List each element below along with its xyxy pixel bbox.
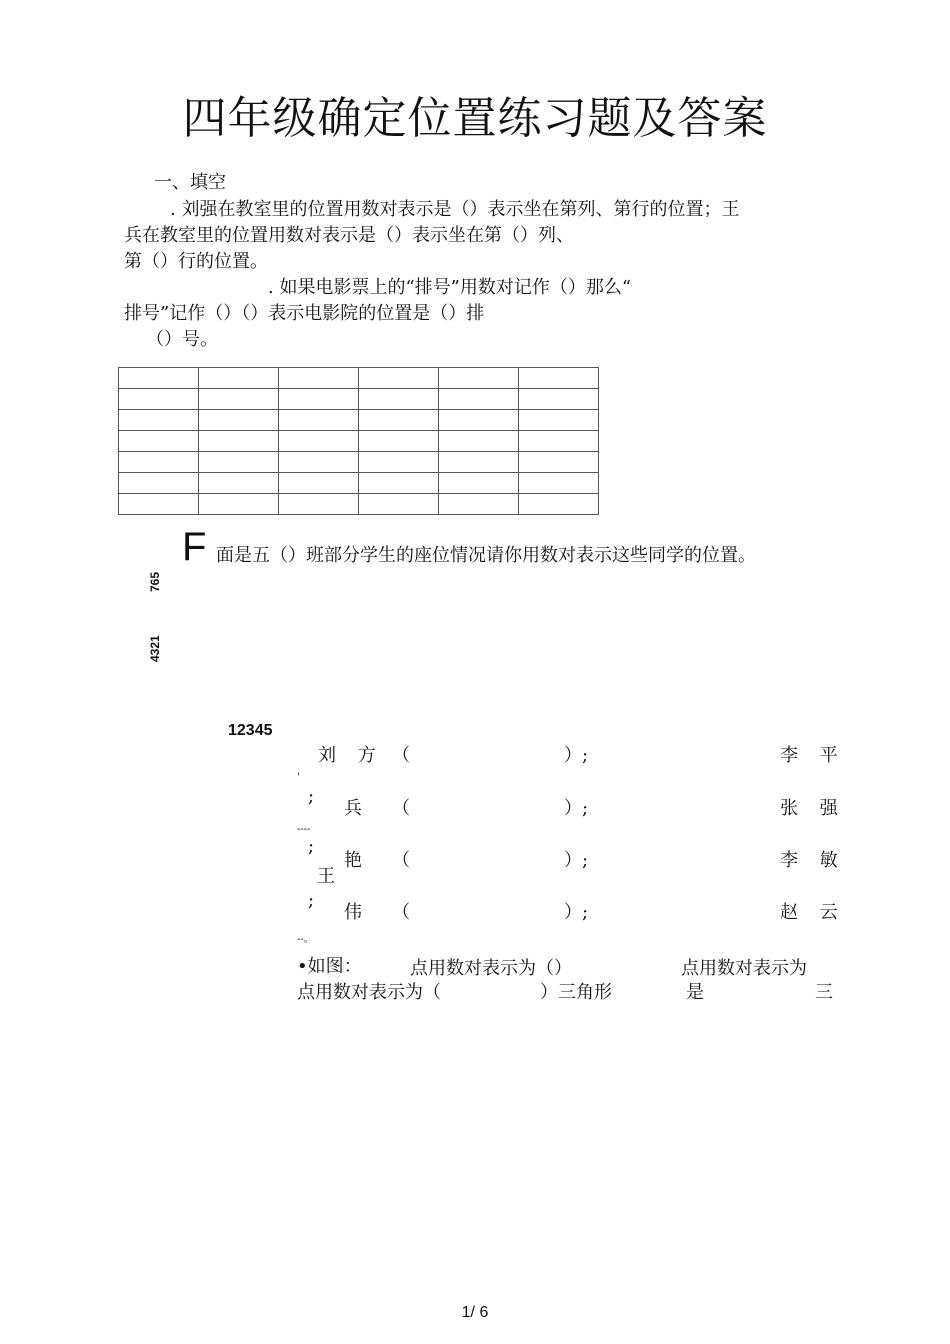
- seat-grid-row: [119, 452, 599, 473]
- seat-grid-cell: [279, 431, 359, 452]
- seat-grid-cell: [279, 494, 359, 515]
- student-name-4: 伟: [344, 902, 362, 923]
- student-name-1: 刘 方: [318, 745, 384, 766]
- section-heading: 一、填空: [154, 172, 226, 193]
- end-mark: --。: [297, 934, 314, 945]
- question-4-line-2c: 是: [686, 982, 704, 1003]
- question-1-line-1: . 刘强在教室里的位置用数对表示是（）表示坐在第列、第行的位置；王: [170, 199, 740, 220]
- seat-grid-cell: [279, 368, 359, 389]
- paren-close-4: ）;: [564, 902, 589, 923]
- seat-grid-cell: [519, 494, 599, 515]
- seat-grid-cell: [519, 410, 599, 431]
- question-2-line-3: （）号。: [146, 329, 218, 350]
- semicolon-2: ;: [308, 836, 315, 857]
- page-number: 1/ 6: [461, 1304, 489, 1321]
- tick-mark: ': [297, 772, 300, 783]
- seat-grid-cell: [199, 452, 279, 473]
- semicolon-1: ;: [308, 786, 315, 807]
- seat-grid-cell: [119, 389, 199, 410]
- student-name-right-2: 张 强: [780, 798, 846, 819]
- seat-grid: [118, 367, 599, 515]
- seat-grid-cell: [439, 452, 519, 473]
- student-name-2: 兵: [344, 798, 362, 819]
- seat-grid-row: [119, 389, 599, 410]
- question-3-text: 面是五（）班部分学生的座位情况请你用数对表示这些同学的位置。: [216, 545, 756, 566]
- seat-grid-cell: [199, 368, 279, 389]
- seat-grid-row: [119, 473, 599, 494]
- paren-close-3: ）;: [564, 850, 589, 871]
- student-name-right-3: 李 敏: [780, 850, 846, 871]
- seat-grid-cell: [199, 410, 279, 431]
- seat-grid-cell: [279, 410, 359, 431]
- seat-grid-cell: [359, 494, 439, 515]
- seat-grid-cell: [279, 473, 359, 494]
- student-name-wang: 王: [317, 866, 335, 887]
- seat-grid-cell: [119, 431, 199, 452]
- seat-grid-cell: [519, 389, 599, 410]
- seat-grid-cell: [439, 410, 519, 431]
- question-4-part-2: 点用数对表示为: [681, 958, 807, 979]
- student-name-right-4: 赵 云: [780, 902, 846, 923]
- seat-grid-cell: [439, 389, 519, 410]
- seat-grid-cell: [199, 473, 279, 494]
- seat-grid-cell: [119, 410, 199, 431]
- question-3-big-letter: F: [182, 525, 207, 569]
- seat-grid-cell: [439, 494, 519, 515]
- seat-grid-cell: [359, 473, 439, 494]
- seat-grid-cell: [199, 431, 279, 452]
- seat-grid-cell: [119, 368, 199, 389]
- paren-open-3: （: [392, 850, 410, 871]
- seat-grid-cell: [279, 452, 359, 473]
- semicolon-3: ;: [308, 890, 315, 911]
- seat-grid-row: [119, 431, 599, 452]
- seat-grid-cell: [119, 473, 199, 494]
- seat-grid-cell: [519, 368, 599, 389]
- seat-grid-row: [119, 494, 599, 515]
- question-4-label: •如图：: [297, 956, 362, 977]
- student-name-right-1: 李 平: [780, 745, 846, 766]
- seat-grid-row: [119, 410, 599, 431]
- paren-close-2: ）;: [564, 798, 589, 819]
- seat-grid-cell: [199, 494, 279, 515]
- seat-grid-cell: [279, 389, 359, 410]
- seat-grid-cell: [439, 368, 519, 389]
- question-2-line-1: . 如果电影票上的“排号”用数对记作（）那么“: [268, 277, 632, 298]
- seat-grid-cell: [439, 473, 519, 494]
- seat-grid-cell: [199, 389, 279, 410]
- page-title: 四年级确定位置练习题及答案: [182, 93, 768, 144]
- y-axis-labels-bottom: 4321: [148, 635, 162, 662]
- seat-grid-cell: [359, 431, 439, 452]
- question-4-line-2b: ）三角形: [540, 982, 612, 1003]
- seat-grid-cell: [119, 452, 199, 473]
- paren-open-1: （: [392, 745, 410, 766]
- dash-mark: ----: [297, 824, 311, 835]
- seat-grid-cell: [359, 452, 439, 473]
- seat-grid-cell: [439, 431, 519, 452]
- seat-grid-cell: [119, 494, 199, 515]
- seat-grid-cell: [519, 473, 599, 494]
- seat-grid-cell: [519, 452, 599, 473]
- question-1-line-2: 兵在教室里的位置用数对表示是（）表示坐在第（）列、: [124, 225, 574, 246]
- student-name-3: 艳: [344, 850, 362, 871]
- seat-grid-cell: [519, 431, 599, 452]
- seat-grid-cell: [359, 410, 439, 431]
- seat-grid-cell: [359, 368, 439, 389]
- paren-open-2: （: [392, 798, 410, 819]
- x-axis-labels: 12345: [228, 722, 273, 739]
- y-axis-labels-top: 765: [148, 571, 162, 592]
- paren-close-1: ）;: [564, 745, 589, 766]
- paren-open-4: （: [392, 902, 410, 923]
- question-4-part-1: 点用数对表示为（）: [410, 958, 572, 979]
- question-2-line-2: 排号”记作（）（）表示电影院的位置是（）排: [124, 303, 485, 324]
- question-4-line-2a: 点用数对表示为（: [297, 982, 441, 1003]
- seat-grid-row: [119, 368, 599, 389]
- question-1-line-3: 第（）行的位置。: [124, 251, 268, 272]
- question-4-line-2d: 三: [815, 982, 833, 1003]
- seat-grid-cell: [359, 389, 439, 410]
